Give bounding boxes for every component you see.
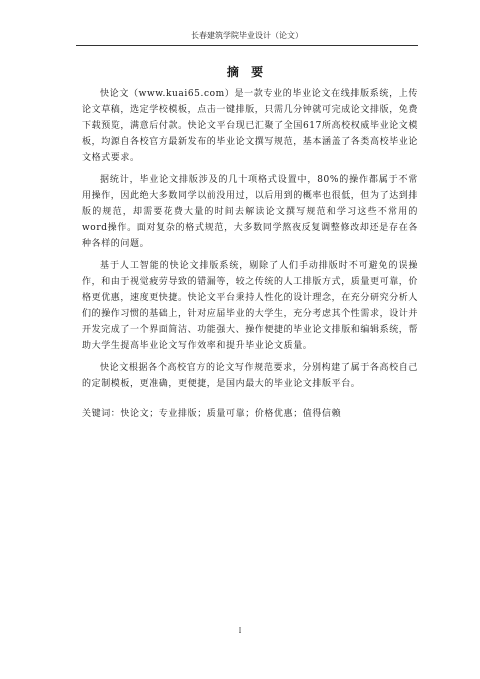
abstract-title: 摘 要 [226, 65, 268, 79]
keywords-line: 关键词：快论文；专业排版；质量可靠；价格优惠；值得信赖 [82, 409, 342, 419]
abstract-body [82, 86, 418, 422]
abstract-paragraph-4: 快论文根据各个高校官方的论文写作规范要求，分别构建了属于各高校自己的定制模板，更准确，更便捷，是国内最大的毕业论文排版平台。 [82, 363, 418, 389]
header-rule [76, 45, 418, 46]
page-number: I [238, 627, 242, 635]
abstract-paragraph-3: 基于人工智能的快论文排版系统，剔除了人们手动排版时不可避免的误操作，和由于视觉疲劳导致的错漏等，较之传统的人工排版方式，质量更可靠，价格更优惠，速度更快捷。快论文平台秉持人性化的设计理念，在充分研究分析人们的操作习惯的基础上，针对应届毕业的大学生，充分考虑其个性需求，设计并开发完成了一个界面简洁、功能强大、操作便捷的毕业论文排版和编辑系统，帮助大学生提高毕业论文写作效率和提升毕业论文质量。 [82, 261, 419, 351]
abstract-paragraph-1: 快论文（www.kuai65.com）是一款专业的毕业论文在线排版系统，上传论文草稿，选定学校模板，点击一键排版，只需几分钟就可完成论文排版，免费下载预览，满意后付款。快论文平台现已汇聚了全国617所高校权威毕业论文模板，均源自各校官方最新发布的毕业论文撰写规范，基本涵盖了各类高校毕业论文格式要求。 [82, 89, 419, 163]
page-header: 长春建筑学院毕业设计（论文） [191, 31, 303, 40]
abstract-paragraph-2: 据统计，毕业论文排版涉及的几十项格式设置中，80%的操作都属于不常用操作，因此绝大多数同学以前没用过，以后用到的概率也很低，但为了达到排版的规范，却需要花费大量的时间去解读论文撰写规范和学习这些不常用的word操作。面对复杂的格式规范，大多数同学熬夜反复调整修改却还是存在各种各样的问题。 [82, 175, 419, 249]
